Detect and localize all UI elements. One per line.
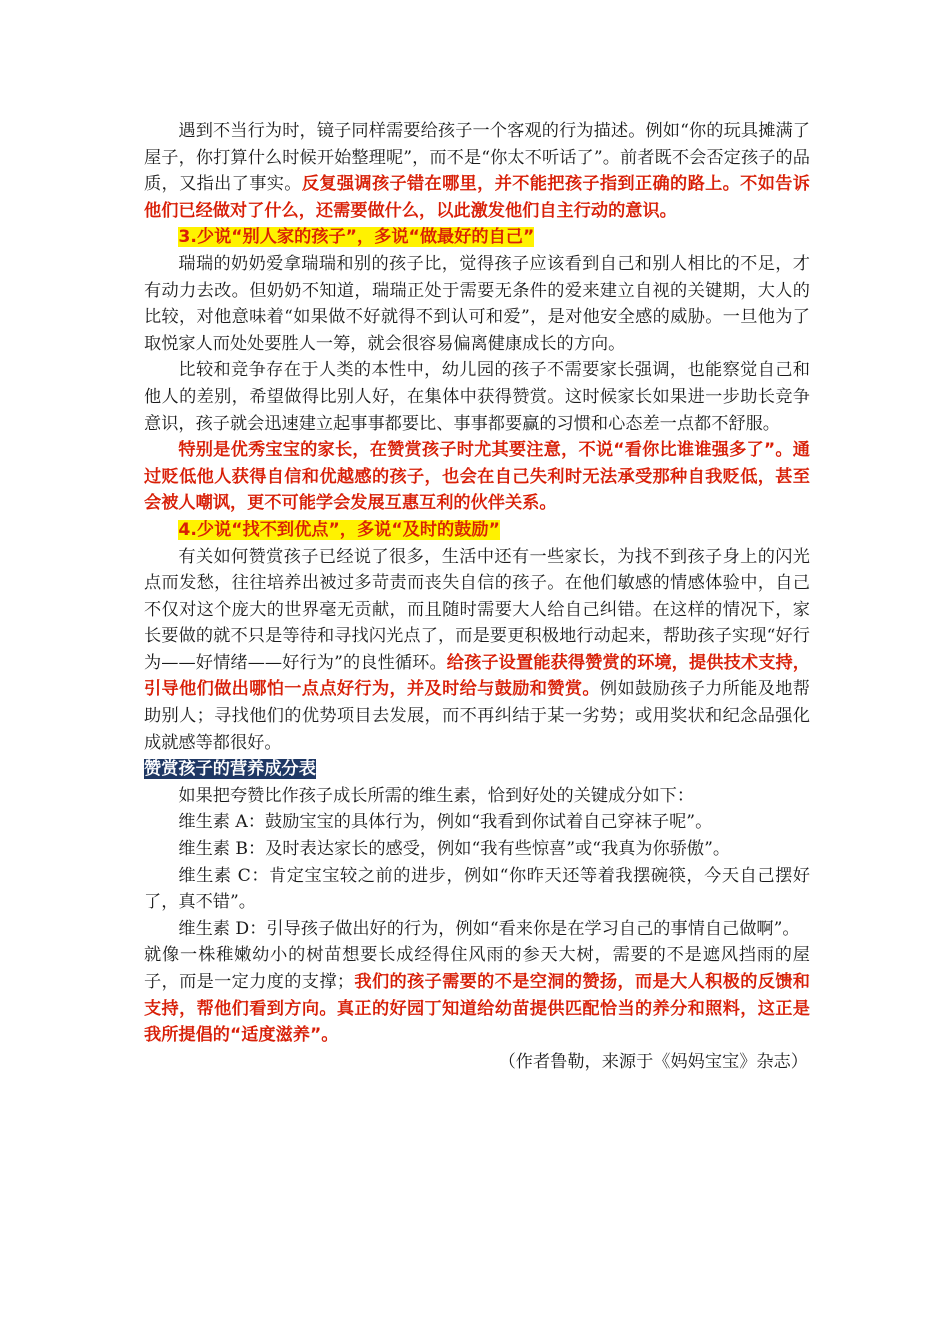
section-heading-4: [144, 517, 810, 544]
vitamin-a: 维生素 A：鼓励宝宝的具体行为，例如“我看到你试着自己穿袜子呢”。: [178, 812, 713, 833]
section-title-nutrition: [144, 756, 810, 783]
heading-highlight: 3.少说“别人家的孩子”，多说“做最好的自己”: [178, 227, 535, 248]
paragraph-competition: 比较和竞争存在于人类的本性中，幼儿园的孩子不需要家长强调，也能察觉自己和他人的差别，希望做得比别人好，在集体中获得赞赏。这时候家长如果进一步助长竞争意识，孩子就会迅速建立起事事都要比、事事都要赢的习惯和心态差一点都不舒服。: [144, 360, 810, 434]
paragraph-vitamin-intro: 如果把夸赞比作孩子成长所需的维生素，恰到好处的关键成分如下：: [178, 785, 695, 806]
emphasis-text: 给孩子设置能获得赞赏的环境，提供技术支持，引导他们做出哪怕一点点好行为，并及时给与鼓励和赞赏。: [144, 652, 810, 700]
emphasis-text: 反复强调孩子错在哪里，并不能把孩子指到正确的路上。不如告诉他们已经做对了什么，还需要做什么，以此激发他们自主行动的意识。: [144, 174, 810, 221]
section-title-highlight: 赞赏孩子的营养成分表: [144, 759, 316, 780]
heading-highlight: 4.少说“找不到优点”，多说“及时的鼓励”: [178, 519, 500, 540]
emphasis-text: 我们的孩子需要的不是空洞的赞扬，而是大人积极的反馈和支持，帮他们看到方向。真正的好园丁知道给幼苗提供匹配恰当的养分和照料，这正是我所提倡的“适度滋养”。: [144, 972, 810, 1046]
vitamin-b: 维生素 B：及时表达家长的感受，例如“我有些惊喜”或“我真为你骄傲”。: [178, 839, 731, 860]
article-body: [144, 118, 810, 1075]
paragraph-ruirui: 瑞瑞的奶奶爱拿瑞瑞和别的孩子比，觉得孩子应该看到自己和别人相比的不足，才有动力去改。但奶奶不知道，瑞瑞正处于需要无条件的爱来建立自视的关键期，大人的比较，对他意味着“如果做不好就得不到认可和爱”，是对他安全感的威胁。一旦他为了取悦家人而处处要胜人一筹，就会很容易偏离健康成长的方向。: [144, 253, 810, 354]
vitamin-d: 维生素 D：引导孩子做出好的行为，例如“看来你是在学习自己的事情自己做啊”。: [178, 918, 800, 939]
vitamin-c: 维生素 C：肯定宝宝较之前的进步，例如“你昨天还等着我摆碗筷，今天自己摆好了，真不错”。: [144, 865, 810, 913]
paragraph-conclusion: 就像一株稚嫩幼小的树苗想要长成经得住风雨的参天大树，需要的不是遮风挡雨的屋子，而是一定力度的支撑；我们的孩子需要的不是空洞的赞扬，而是大人积极的反馈和支持，帮他们看到方向。真正的好园丁知道给幼苗提供匹配恰当的养分和照料，这正是我所提倡的“适度滋养”。: [144, 945, 810, 1046]
paragraph-excellent-parents: 特别是优秀宝宝的家长，在赞赏孩子时尤其要注意，不说“看你比谁谁强多了”。通过贬低他人获得自信和优越感的孩子，也会在自己失利时无法承受那种自我贬低，甚至会被人嘲讽，更不可能学会发展互惠互利的伙伴关系。: [144, 440, 810, 514]
article-source: （作者鲁勒，来源于《妈妈宝宝》杂志）: [498, 1051, 808, 1072]
paragraph-encouragement: 有关如何赞赏孩子已经说了很多，生活中还有一些家长，为找不到孩子身上的闪光点而发愁，往往培养出被过多苛责而丧失自信的孩子。在他们敏感的情感体验中，自己不仅对这个庞大的世界毫无贡献，而且随时需要大人给自己纠错。在这样的情况下，家长要做的就不只是等待和寻找闪光点了，而是要更积极地行动起来，帮助孩子实现“好行为——好情绪——好行为”的良性循环。给孩子设置能获得赞赏的环境，提供技术支持，引导他们做出哪怕一点点好行为，并及时给与鼓励和赞赏。例如鼓励孩子力所能及地帮助别人；寻找他们的优势项目去发展，而不再纠结于某一劣势；或用奖状和纪念品强化成就感等都很好。: [144, 546, 810, 753]
section-heading-3: [144, 224, 810, 251]
paragraph-mirror-behavior: 遇到不当行为时，镜子同样需要给孩子一个客观的行为描述。例如“你的玩具摊满了屋子，你打算什么时候开始整理呢”，而不是“你太不听话了”。前者既不会否定孩子的品质，又指出了事实。反复强调孩子错在哪里，并不能把孩子指到正确的路上。不如告诉他们已经做对了什么，还需要做什么，以此激发他们自主行动的意识。: [144, 121, 810, 221]
